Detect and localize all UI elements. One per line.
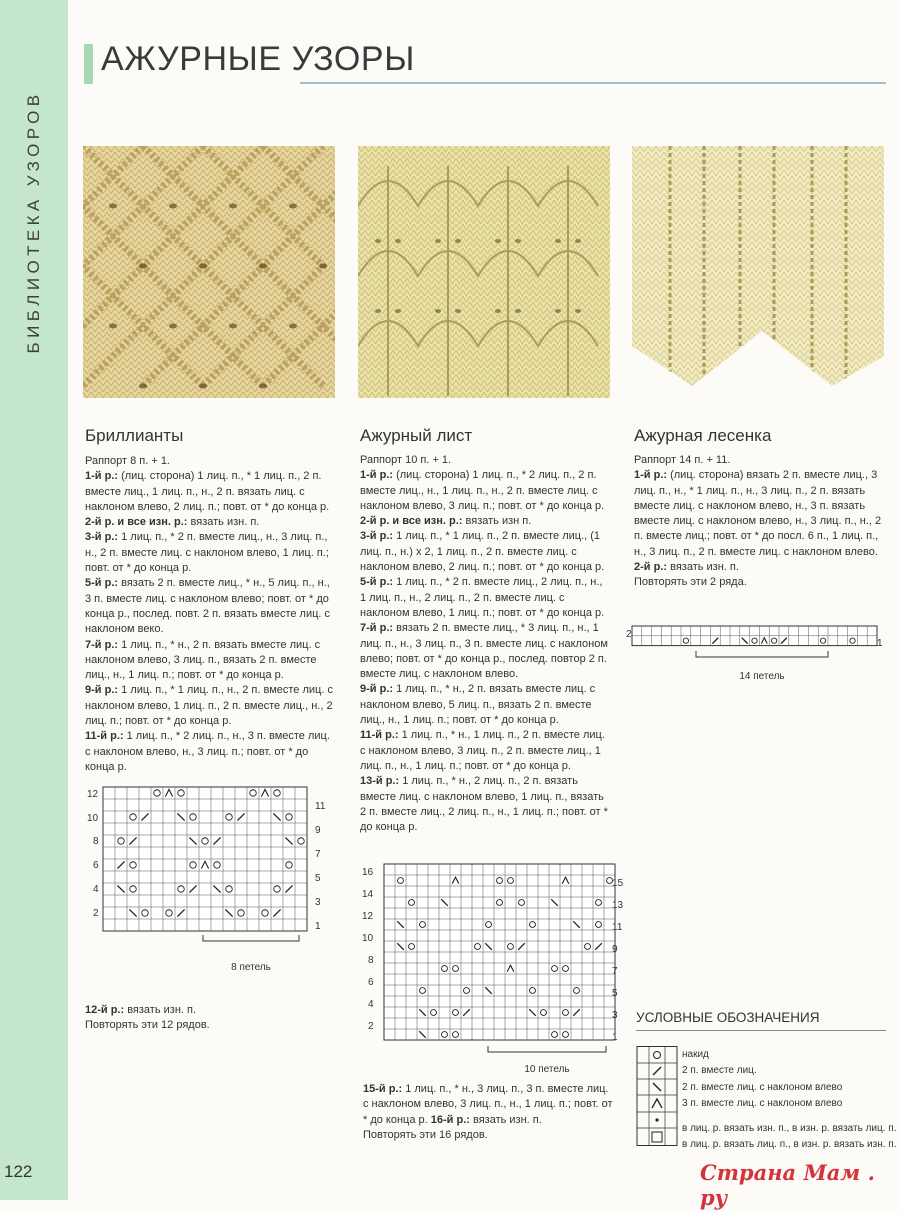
row-instruction: 3-й р.: 1 лиц. п., * 2 п. вместе лиц., н., 3 лиц. п., н., 2 п. вместе лиц. с наклоном влево, 1 лиц. п.; повт. от * до конца р. [85,531,329,575]
row-instruction: 2-й р. и все изн. р.: вязать изн. п. [85,516,260,529]
row-number: 3 [315,897,321,908]
row-number: 1 [612,1032,618,1043]
row-number: 4 [368,999,374,1010]
row-number: 7 [315,849,321,860]
row-number: 2 [93,908,99,919]
chart-lace-ladder [624,624,886,689]
row-instruction: 11-й р.: 1 лиц. п., * 2 лиц. п., н., 3 п. вместе лиц. с наклоном влево, н., 3 лиц. п.; повт. от * до конца р. [85,730,330,773]
row-instruction: 7-й р.: 1 лиц. п., * н., 2 п. вязать вместе лиц. с наклоном влево, 3 лиц. п., вязать 2 п. вместе лиц., н., 1 лиц. п.; повт. от * до конца р. [85,638,321,682]
ssk-icon [653,1083,661,1091]
row-number: 1 [877,638,883,649]
row-number: 11 [315,801,326,812]
legend-item: 3 п. вместе лиц. с наклоном влево [682,1098,843,1110]
pattern-instructions-lace-ladder [634,453,884,591]
row-number: 5 [612,988,618,999]
pattern-instructions-brilliants [85,454,335,775]
page-number: 122 [4,1162,33,1181]
legend-symbols [636,1046,678,1153]
row-instruction: 2-й р. и все изн. р.: вязать изн п. [360,515,532,528]
row-instruction: 1-й р.: (лиц. сторона) 1 лиц. п., * 1 лиц. п., 2 п. вместе лиц., 1 лиц. п., н., 2 п. вязать лиц. с наклоном влево, 2 лиц. п.; повт. от * до конца р. [85,470,330,513]
row-number: 9 [612,944,618,955]
row-number: 2 [626,629,632,640]
row-number: 14 [362,889,374,900]
row-number: 10 [362,933,374,944]
sidebar [0,0,68,1200]
sidebar-title: БИБЛИОТЕКА УЗОРОВ [24,90,43,354]
row-number: 6 [368,977,374,988]
row-instruction: 9-й р.: 1 лиц. п., * н., 2 п. вязать вместе лиц. с наклоном влево, 5 лиц. п., вязать 2 п. вместе лиц., н., 1 лиц. п.; повт. от * до конца р. [360,683,596,727]
row-number: 6 [93,860,99,871]
pattern-footer-lace-leaf: 15-й р.: 1 лиц. п., * н., 3 лиц. п., 3 п. вместе лиц. с наклоном влево, 3 лиц. п., н., 1 лиц. п.; повт. от * до конца р. 16-й р.: вязать изн. п. Повторять эти 16 рядов. [363,1083,613,1141]
yarn-over-icon [654,1052,661,1059]
row-instruction: 1-й р.: (лиц. сторона) 1 лиц. п., * 2 лиц. п., 2 п. вместе лиц., н., 1 лиц. п., н., 2 п. вместе лиц. с наклоном влево, 3 лиц. п.; повт. от * до конца р. [360,469,605,512]
row-instruction: 2-й р.: вязать изн. п. [634,561,739,574]
chart-caption: 14 петель [739,671,785,682]
row-number: 12 [362,911,374,922]
row-instruction: 13-й р.: 1 лиц. п., * н., 2 лиц. п., 2 п. вязать вместе лиц. с наклоном влево, 1 лиц. п., вязать 2 п. вместе лиц., 2 лиц. п., н., 1 лиц. п.; повт. от * до конца р. [360,775,608,834]
chart-caption: 10 петель [524,1064,570,1075]
pattern-footer-brilliants: 12-й р.: вязать изн. п. Повторять эти 12 рядов. [85,1004,210,1032]
row-instruction: 3-й р.: 1 лиц. п., * 1 лиц. п., 2 п. вместе лиц., (1 лиц. п., н.) х 2, 1 лиц. п., 2 п. вместе лиц. с наклоном влево, 2 лиц. п.; повт. от * до конца р. [360,530,605,574]
knit-square-icon [652,1132,662,1142]
k2tog-icon [653,1067,661,1075]
row-number: 13 [612,900,624,911]
row-number: 2 [368,1021,374,1032]
row-number: 5 [315,873,321,884]
rapport: Раппорт 10 п. + 1. [360,454,452,466]
row-number: 15 [612,878,624,889]
page-title: АЖУРНЫЕ УЗОРЫ [101,40,415,78]
chart-lace-leaf [360,862,630,1087]
photo-lace-leaf [358,146,610,398]
row-number: 12 [87,789,99,800]
legend-item: 2 п. вместе лиц. с наклоном влево [682,1081,843,1093]
row-number: 16 [362,867,374,878]
row-number: 9 [315,825,321,836]
row-number: 8 [93,836,99,847]
legend-item: 2 п. вместе лиц. [682,1065,757,1077]
photo-brilliants [83,146,335,398]
rapport: Раппорт 14 п. + 11. [634,454,731,466]
row-number: 8 [368,955,374,966]
row-number: 3 [612,1010,618,1021]
row-instruction: 5-й р.: вязать 2 п. вместе лиц., * н., 5 лиц. п., н., 3 п. вместе лиц. с наклоном влево; повт. от * до конца р., послед. повт. 2 п. вязать вместе лиц. с наклоном веко. [85,577,331,636]
title-underline [300,82,886,84]
row-instruction: 9-й р.: 1 лиц. п., * 1 лиц. п., н., 2 п. вместе лиц. с наклоном влево, 1 лиц. п., 2 п. вместе лиц., н., 2 лиц. п.; повт. от * до конца р. [85,684,333,728]
row-number: 1 [315,921,321,932]
pattern-name-lace-leaf: Ажурный лист [360,426,473,445]
row-instruction: 7-й р.: вязать 2 п. вместе лиц., * 3 лиц. п., н., 1 лиц. п., н., 3 лиц. п., 3 п. вместе лиц. с наклоном влево; повт. от * до конца р., послед. повтор 2 п. вместе лиц. с наклоном влево. [360,622,608,681]
purl-dot-icon [655,1118,658,1121]
legend-item: в лиц. р. вязать изн. п., в изн. р. вязать лиц. п. [682,1122,897,1134]
row-number: 11 [612,922,623,933]
legend-rule [636,1030,886,1031]
row-number: 10 [87,813,99,824]
k3tog-icon [652,1099,662,1108]
row-number: 7 [612,966,618,977]
pattern-name-lace-ladder: Ажурная лесенка [634,426,772,445]
row-number: 4 [93,884,99,895]
pattern-instructions-lace-leaf [360,453,610,835]
chart-caption: 8 петель [231,962,271,973]
row-instruction: Повторять эти 2 ряда. [634,576,747,589]
rapport: Раппорт 8 п. + 1. [85,455,170,467]
title-accent-bar [84,44,93,84]
watermark: Страна Мам . ру [700,1160,875,1210]
legend-item: накид [682,1049,709,1060]
row-instruction: 1-й р.: (лиц. сторона) вязать 2 п. вместе лиц., 3 лиц. п., н., * 1 лиц. п., н., 3 лиц. п., 2 п. вязать вместе лиц. с наклоном влево, н., 3 п. вязать вместе лиц. с наклоном влево, н., 3 лиц. п., н., 2 п. вместе лиц.; повт. от * до посл. 6 п., 1 лиц. п., н., 3 лиц. п., 2 п. вместе лиц. с наклоном влево. [634,469,882,558]
photo-lace-ladder [632,146,884,398]
legend-item [682,1113,897,1121]
legend-title: УСЛОВНЫЕ ОБОЗНАЧЕНИЯ [636,1010,820,1025]
legend-labels [682,1047,897,1153]
row-instruction: 11-й р.: 1 лиц. п., * н., 1 лиц. п., 2 п. вместе лиц. с наклоном влево, 3 лиц. п., 2 п. вместе лиц., 1 лиц. п., н., 1 лиц. п.; повт. от * до конца р. [360,729,605,772]
legend-item: в лиц. р. вязать лиц. п., в изн. р. вязать изн. п. [682,1139,897,1151]
row-instruction: 5-й р.: 1 лиц. п., * 2 п. вместе лиц., 2 лиц. п., н., 1 лиц. п., н., 2 лиц. п., 2 п. вместе лиц. с наклоном влево, 1 лиц. п.; повт. от * до конца р. [360,576,605,619]
chart-brilliants [85,782,335,987]
pattern-name-brilliants: Бриллианты [85,426,184,445]
